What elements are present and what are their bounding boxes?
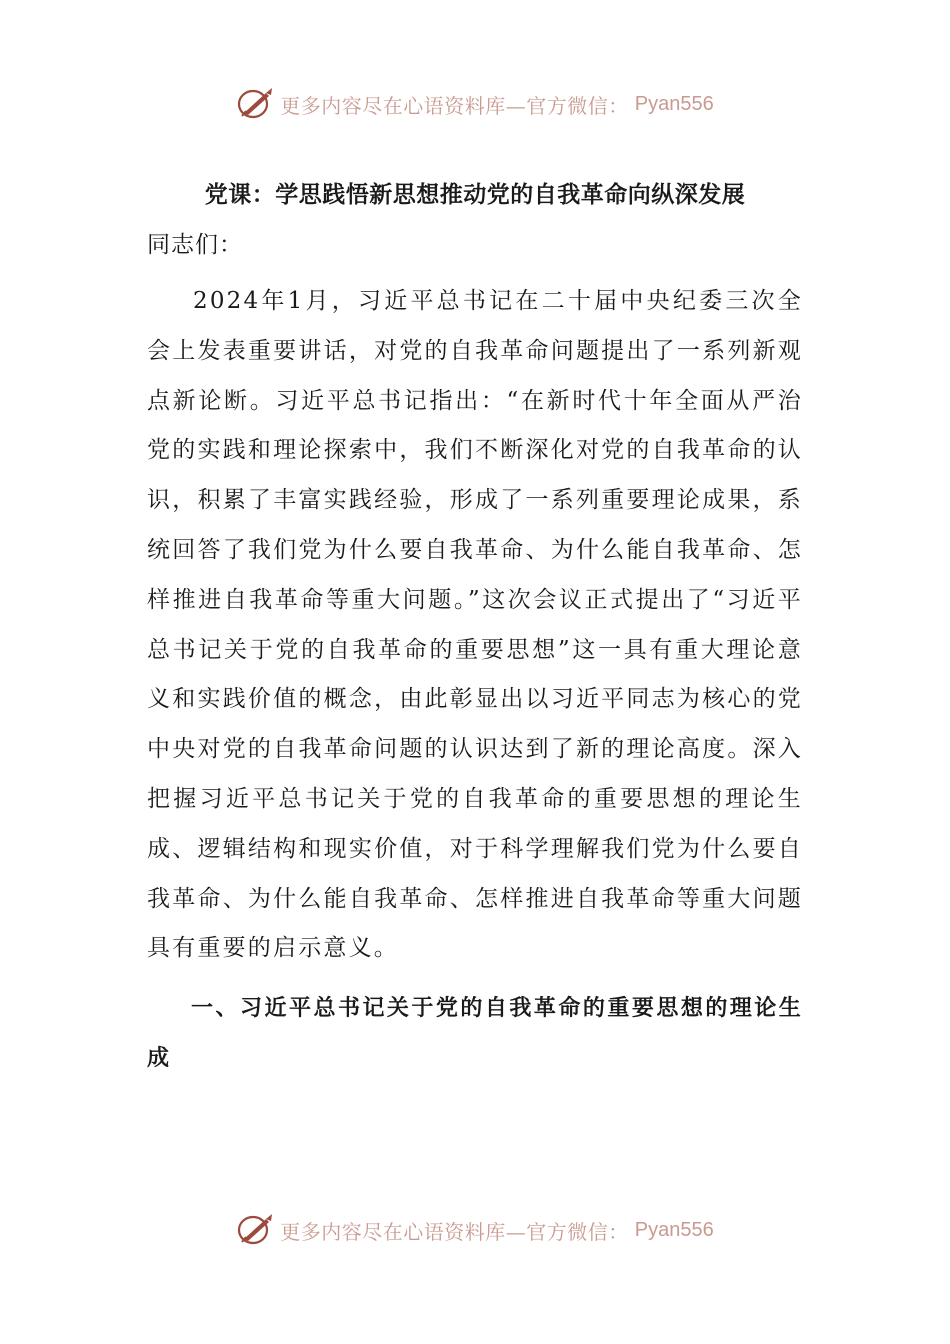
watermark-footer bbox=[0, 1208, 950, 1252]
body-paragraph: 2024年1月，习近平总书记在二十届中央纪委三次全会上发表重要讲话，对党的自我革命问题提出了一系列新观点新论断。习近平总书记指出：“在新时代十年全面从严治党的实践和理论探索中，我们不断深化对党的自我革命的认识，积累了丰富实践经验，形成了一系列重要理论成果，系统回答了我们党为什么要自我革命、为什么能自我革命、怎样推进自我革命等重大问题。”这次会议正式提出了“习近平总书记关于党的自我革命的重要思想”这一具有重大理论意义和实践价值的概念，由此彰显出以习近平同志为核心的党中央对党的自我革命问题的认识达到了新的理论高度。深入把握习近平总书记关于党的自我革命的重要思想的理论生成、逻辑结构和现实价值，对于科学理解我们党为什么要自我革命、为什么能自我革命、怎样推进自我革命等重大问题具有重要的启示意义。 bbox=[147, 288, 803, 962]
watermark-text: 更多内容尽在心语资料库—官方微信： bbox=[280, 1219, 629, 1244]
section-heading: 一、习近平总书记关于党的自我革命的重要思想的理论生成 bbox=[147, 996, 803, 1072]
salutation: 同志们： bbox=[147, 232, 243, 258]
watermark-wechat-id: Pyan556 bbox=[634, 92, 714, 115]
document-title: 党课：学思践悟新思想推动党的自我革命向纵深发展 bbox=[204, 182, 746, 208]
watermark-wechat-id: Pyan556 bbox=[634, 1218, 714, 1241]
quill-pen-circle-logo-icon bbox=[236, 87, 274, 121]
watermark-content bbox=[236, 87, 713, 121]
watermark-header bbox=[0, 82, 950, 126]
watermark-text: 更多内容尽在心语资料库—官方微信： bbox=[280, 93, 629, 118]
document-body bbox=[147, 172, 803, 1084]
quill-pen-circle-logo-icon bbox=[236, 1213, 274, 1247]
watermark-content bbox=[236, 1213, 713, 1247]
